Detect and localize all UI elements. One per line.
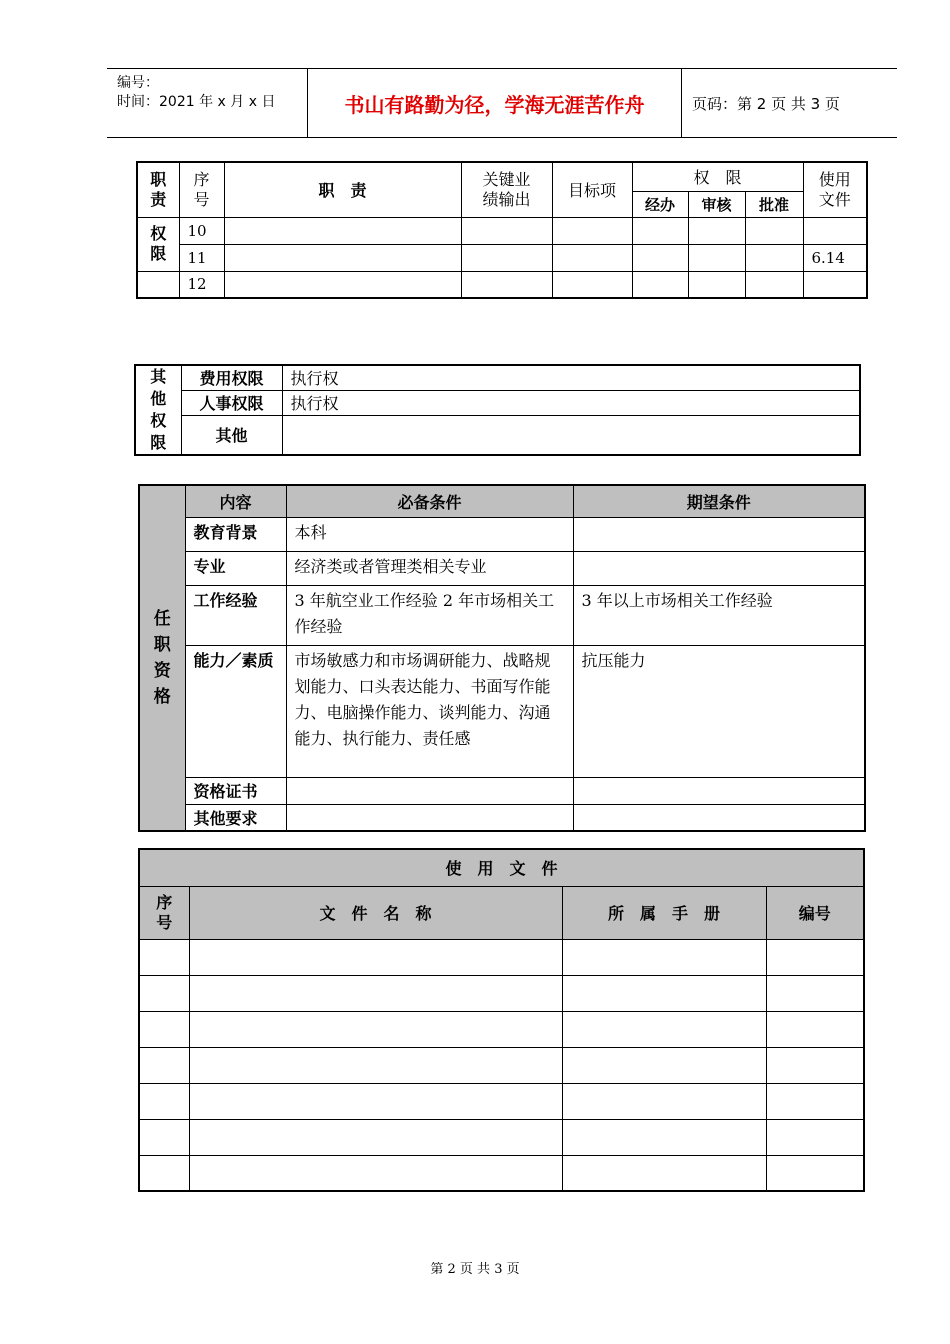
page-header (107, 68, 897, 138)
cell-file: 6.14 (803, 244, 867, 271)
doc-cell-seq (139, 939, 189, 975)
doc-col-manual-header: 所 属 手 册 (562, 886, 766, 939)
cell-approve (745, 217, 803, 244)
other-authority-value (282, 415, 860, 455)
table-row (139, 1119, 864, 1155)
doc-cell-manual (562, 1047, 766, 1083)
qual-expected-ability: 抗压能力 (573, 645, 865, 777)
table-row (139, 1083, 864, 1119)
header-motto: 书山有路勤为径，学海无涯苦作舟 (308, 69, 682, 137)
table-row (139, 939, 864, 975)
doc-cell-seq (139, 1011, 189, 1047)
row-seq: 11 (179, 244, 224, 271)
table-row (139, 1011, 864, 1047)
qual-label-other: 其他要求 (185, 804, 286, 831)
cell-key-output (461, 244, 552, 271)
doc-cell-code (766, 1155, 864, 1191)
doc-cell-code (766, 1011, 864, 1047)
col-expected-header: 期望条件 (573, 485, 865, 517)
qual-label-education: 教育背景 (185, 517, 286, 551)
doc-col-name-header: 文 件 名 称 (189, 886, 562, 939)
expense-authority-value: 执行权 (282, 365, 860, 390)
doc-cell-name (189, 1047, 562, 1083)
cell-file (803, 217, 867, 244)
col-operate-header: 经办 (632, 191, 688, 217)
doc-cell-code (766, 975, 864, 1011)
table-row (139, 1155, 864, 1191)
qual-label-major: 专业 (185, 551, 286, 585)
cell-review (688, 271, 745, 298)
doc-cell-manual (562, 1155, 766, 1191)
qual-label-certificate: 资格证书 (185, 777, 286, 804)
header-page-info (682, 69, 897, 137)
row-seq: 12 (179, 271, 224, 298)
cell-review (688, 244, 745, 271)
cell-duty (224, 271, 461, 298)
cell-key-output (461, 271, 552, 298)
col-file-header: 使用 文件 (803, 162, 867, 217)
col-key-output-header: 关键业 绩输出 (461, 162, 552, 217)
cell-operate (632, 271, 688, 298)
doc-cell-code (766, 939, 864, 975)
qual-required-other (286, 804, 573, 831)
cell-duty (224, 244, 461, 271)
cell-file (803, 271, 867, 298)
table-row (139, 1047, 864, 1083)
header-meta (107, 69, 308, 137)
documents-body (139, 939, 864, 1191)
cell-target (552, 217, 632, 244)
qual-expected-other (573, 804, 865, 831)
expense-authority-label: 费用权限 (181, 365, 282, 390)
doc-cell-manual (562, 1119, 766, 1155)
doc-cell-seq (139, 1155, 189, 1191)
doc-cell-manual (562, 1011, 766, 1047)
doc-cell-name (189, 975, 562, 1011)
doc-cell-code (766, 1083, 864, 1119)
cell-operate (632, 217, 688, 244)
cell-target (552, 271, 632, 298)
qual-required-education: 本科 (286, 517, 573, 551)
side-label-duty: 职 责 (137, 162, 179, 217)
side-label-other-authority: 其 他 权 限 (135, 365, 181, 455)
doc-cell-code (766, 1119, 864, 1155)
personnel-authority-value: 执行权 (282, 390, 860, 415)
doc-cell-name (189, 1011, 562, 1047)
col-target-header: 目标项 (552, 162, 632, 217)
cell-target (552, 244, 632, 271)
col-authority-header: 权 限 (632, 162, 803, 191)
side-label-qualifications: 任 职 资 格 (139, 485, 185, 831)
col-duty-header: 职 责 (224, 162, 461, 217)
cell-key-output (461, 217, 552, 244)
col-approve-header: 批准 (745, 191, 803, 217)
doc-cell-manual (562, 975, 766, 1011)
cell-operate (632, 244, 688, 271)
cell-approve (745, 271, 803, 298)
page-footer: 第 2 页 共 3 页 (430, 1262, 520, 1277)
qual-required-ability: 市场敏感力和市场调研能力、战略规划能力、口头表达能力、书面写作能力、电脑操作能力、谈判能力、沟通能力、执行能力、责任感 (286, 645, 573, 777)
doc-cell-manual (562, 939, 766, 975)
qual-expected-major (573, 551, 865, 585)
doc-cell-seq (139, 1047, 189, 1083)
table-row (139, 975, 864, 1011)
qual-expected-certificate (573, 777, 865, 804)
col-seq-header: 序 号 (179, 162, 224, 217)
doc-cell-seq (139, 1119, 189, 1155)
qual-required-certificate (286, 777, 573, 804)
doc-cell-code (766, 1047, 864, 1083)
personnel-authority-label: 人事权限 (181, 390, 282, 415)
other-authority-label: 其他 (181, 415, 282, 455)
doc-col-seq-header: 序 号 (139, 886, 189, 939)
row-seq: 10 (179, 217, 224, 244)
qual-label-experience: 工作经验 (185, 585, 286, 645)
qual-required-experience: 3 年航空业工作经验 2 年市场相关工作经验 (286, 585, 573, 645)
documents-title: 使 用 文 件 (139, 849, 864, 886)
col-required-header: 必备条件 (286, 485, 573, 517)
qual-required-major: 经济类或者管理类相关专业 (286, 551, 573, 585)
doc-number-label: 编号： (117, 75, 159, 91)
qualifications-table (138, 484, 866, 832)
doc-cell-seq (139, 1083, 189, 1119)
side-label-authority: 权 限 (137, 217, 179, 271)
cell-review (688, 217, 745, 244)
documents-table (138, 848, 865, 1192)
doc-cell-seq (139, 975, 189, 1011)
duties-authority-table (136, 161, 868, 299)
doc-date-label: 时间：2021 年 x 月 x 日 (117, 94, 276, 110)
doc-cell-name (189, 1119, 562, 1155)
cell-duty (224, 217, 461, 244)
qual-expected-experience: 3 年以上市场相关工作经验 (573, 585, 865, 645)
doc-col-code-header: 编号 (766, 886, 864, 939)
doc-cell-name (189, 939, 562, 975)
page-info-text: 页码：第 2 页 共 3 页 (692, 94, 840, 113)
qual-label-ability: 能力／素质 (185, 645, 286, 777)
other-authority-table (134, 364, 861, 456)
side-empty-cell (137, 271, 179, 298)
cell-approve (745, 244, 803, 271)
col-review-header: 审核 (688, 191, 745, 217)
doc-cell-name (189, 1155, 562, 1191)
doc-cell-manual (562, 1083, 766, 1119)
doc-cell-name (189, 1083, 562, 1119)
qual-expected-education (573, 517, 865, 551)
col-content-header: 内容 (185, 485, 286, 517)
